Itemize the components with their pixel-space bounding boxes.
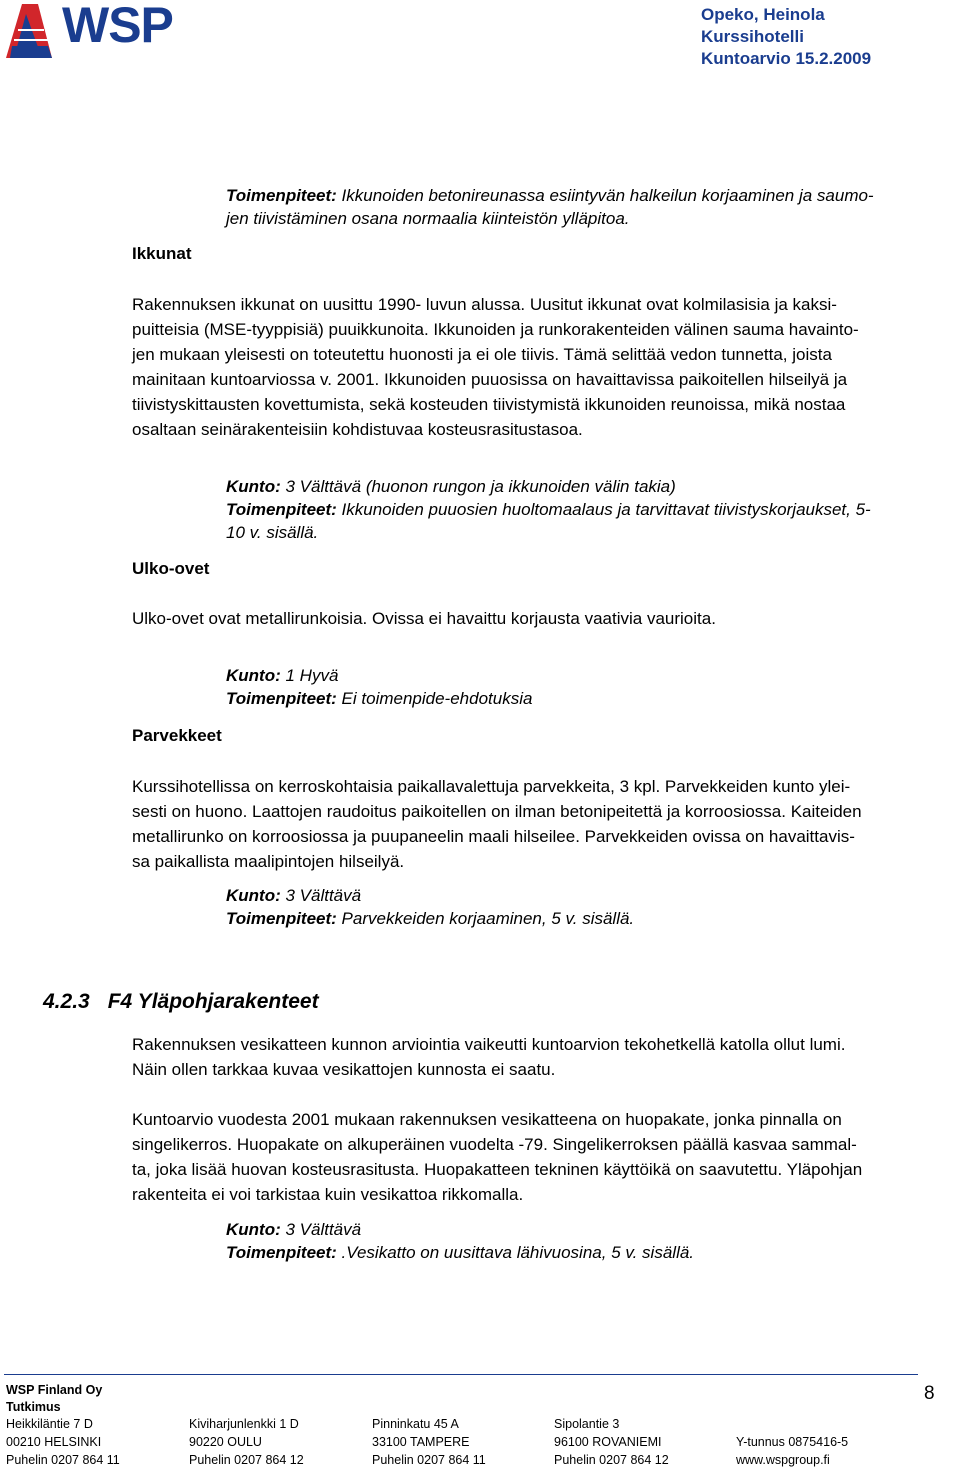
parvekkeet-kunto: Kunto: 3 Välttävä Toimenpiteet: Parvekkeiden korjaaminen, 5 v. sisällä. bbox=[226, 886, 635, 928]
footer-company: WSP Finland Oy bbox=[6, 1383, 103, 1397]
footer-website[interactable]: www.wspgroup.fi bbox=[736, 1453, 830, 1467]
header-doc-date: Kuntoarvio 15.2.2009 bbox=[701, 49, 872, 68]
ikkunat-body: Rakennuksen ikkunat on uusittu 1990- luvun alussa. Uusitut ikkunat ovat kolmilasisia ja kaksi- puitteisia (MSE-tyyppisiä) puuikkunoita. Ikkunoiden ja runkorakenteiden välinen sauma havainto- jen mukaan yleisesti on toteutettu huonosti ja ei ole tiivis. Tämä selittää vedon tunnetta, joista mainitaan kuntoarviossa v. 2001. Ikkunoiden puuosissa on havaittavissa paikoitellen hilseilyä ja tiivistyskittausten kovettumista, sekä kosteuden tiivistymistä ikkunoiden reunoissa, mikä nostaa osaltaan seinärakenteisiin kohdistuvaa kosteusrasitustasoa. bbox=[132, 295, 859, 439]
header-building: Kurssihotelli bbox=[701, 27, 804, 46]
toimenpiteet-label: Toimenpiteet: bbox=[226, 1243, 337, 1262]
footer-rule bbox=[4, 1374, 918, 1375]
footer-office-oulu: Kiviharjunlenkki 1 D 90220 OULU Puhelin 0207 864 12 bbox=[189, 1417, 304, 1467]
toimenpiteet-label: Toimenpiteet: bbox=[226, 500, 337, 519]
heading-parvekkeet: Parvekkeet bbox=[132, 726, 222, 745]
kunto-label: Kunto: bbox=[226, 666, 281, 685]
parvekkeet-body: Kurssihotellissa on kerroskohtaisia paikallavalettuja parvekkeita, 3 kpl. Parvekkeiden kunto ylei- sesti on huono. Laattojen raudoitus paikoitellen on ilman betonipeitettä ja korroosiossa. Kaiteiden metallirunko on korroosiossa ja puupaneelin maali hilseilee. Parvekkeiden ovissa on havaittavis- sa paikallista maalipintojen hilseilyä. bbox=[132, 777, 862, 871]
header-project: Opeko, Heinola bbox=[701, 5, 825, 24]
section-title: F4 Yläpohjarakenteet bbox=[107, 990, 319, 1013]
toimenpiteet-label: Toimenpiteet: bbox=[226, 909, 337, 928]
heading-ikkunat: Ikkunat bbox=[132, 244, 192, 263]
kunto-label: Kunto: bbox=[226, 1220, 281, 1239]
section-number: 4.2.3 bbox=[43, 990, 90, 1013]
footer-unit: Tutkimus bbox=[6, 1400, 61, 1414]
f4-kunto: Kunto: 3 Välttävä Toimenpiteet: .Vesikatto on uusittava lähivuosina, 5 v. sisällä. bbox=[226, 1220, 695, 1262]
toimenpiteet-label: Toimenpiteet: bbox=[226, 186, 337, 205]
ulko-ovet-kunto: Kunto: 1 Hyvä Toimenpiteet: Ei toimenpide-ehdotuksia bbox=[226, 666, 533, 708]
kunto-label: Kunto: bbox=[226, 477, 281, 496]
f4-para2: Kuntoarvio vuodesta 2001 mukaan rakennuksen vesikatteena on huopakate, jonka pinnalla on singelikerros. Huopakate on alkuperäinen vuodelta -79. Singelikerroksen päällä kasvaa sammal- ta, joka lisää huovan kosteusrasitusta. Huopakatteen tekninen käyttöikä on saavutettu. Yläpohjan rakenteita ei voi tarkistaa kuin vesikattoa rikkomalla. bbox=[132, 1110, 863, 1204]
page-number: 8 bbox=[924, 1383, 935, 1404]
heading-ulko-ovet: Ulko-ovet bbox=[132, 559, 210, 578]
f4-para1: Rakennuksen vesikatteen kunnon arviointia vaikeutti kuntoarvion tekohetkellä katolla ollut lumi. Näin ollen tarkkaa kuvaa vesikattojen kunnosta ei saatu. bbox=[132, 1035, 846, 1079]
kunto-label: Kunto: bbox=[226, 886, 281, 905]
ulko-ovet-body: Ulko-ovet ovat metallirunkoisia. Ovissa ei havaittu korjausta vaativia vaurioita. bbox=[132, 609, 716, 628]
footer-office-rovaniemi: Sipolantie 3 96100 ROVANIEMI Puhelin 0207 864 12 bbox=[554, 1417, 669, 1467]
ikkunat-kunto: Kunto: 3 Välttävä (huonon rungon ja ikkunoiden välin takia) Toimenpiteet: Ikkunoiden puuosien huoltomaalaus ja tarvittavat tiivistyskorjaukset, 5- 10 v. sisällä. bbox=[226, 477, 871, 542]
footer-office-helsinki: Heikkiläntie 7 D 00210 HELSINKI Puhelin 0207 864 11 bbox=[6, 1417, 120, 1467]
footer-office-tampere: Pinninkatu 45 A 33100 TAMPERE Puhelin 0207 864 11 bbox=[372, 1417, 486, 1467]
top-toimenpiteet: Toimenpiteet: Ikkunoiden betonireunassa esiintyvän halkeilun korjaaminen ja saumo- jen tiivistäminen osana normaalia kiinteistön ylläpitoa. bbox=[226, 186, 874, 228]
wsp-logo bbox=[4, 0, 204, 62]
toimenpiteet-label: Toimenpiteet: bbox=[226, 689, 337, 708]
logo-text: WSP bbox=[62, 0, 173, 53]
section-heading bbox=[43, 990, 319, 1014]
footer-ytunnus: Y-tunnus 0875416-5 bbox=[736, 1435, 849, 1449]
